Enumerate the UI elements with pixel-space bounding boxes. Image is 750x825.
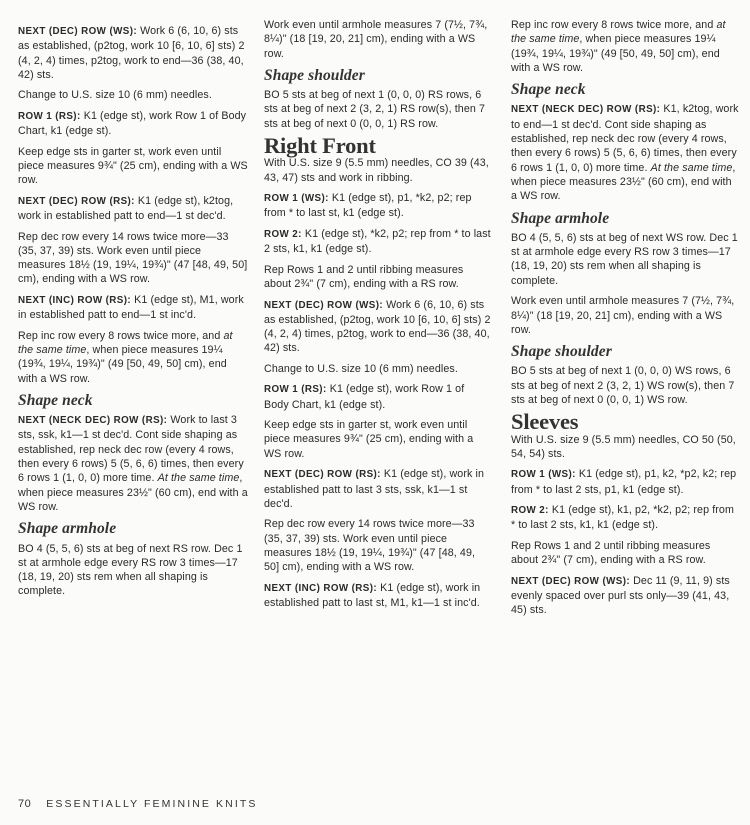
subsection-heading: Shape shoulder <box>264 66 365 84</box>
instruction-text: K1 (edge st), p1, k2, *p2, k2; rep from * to last 2 sts, p1, k1 (edge st). <box>511 468 737 496</box>
instruction-paragraph <box>264 227 492 257</box>
instruction-text: BO 5 sts at beg of next 1 (0, 0, 0) WS rows, 6 sts at beg of next 2 (3, 2, 1) WS row(s), then 7 sts at beg of next 0 (0, 0, 1) WS row. <box>511 365 735 407</box>
column-3 <box>511 18 739 624</box>
instruction-paragraph <box>264 156 492 185</box>
instruction-paragraph <box>18 230 248 287</box>
instruction-paragraph <box>511 467 739 497</box>
instruction-paragraph <box>264 88 492 131</box>
instruction-text: BO 4 (5, 5, 6) sts at beg of next WS row. Dec 1 st at armhole edge every RS row 3 times—17 (18, 19, 20) sts rem when all shaping is complete. <box>511 231 738 287</box>
instruction-paragraph <box>511 539 739 568</box>
instruction-text: Work 6 (6, 10, 6) sts as established, (p2tog, work 10 [6, 10, 6] sts) 2 (4, 2, 4) times, p2tog, work to end—36 (38, 40, 42) sts. <box>18 25 245 81</box>
instruction-text: Rep inc row every 8 rows twice more, and at the same time, when piece measures 19¼ (19¾, 19¼, 19¾)" (49 [50, 49, 50] cm), end with a WS row. <box>511 19 726 74</box>
instruction-paragraph <box>511 433 739 462</box>
instruction-text: Keep edge sts in garter st, work even until piece measures 9¾" (25 cm), ending with a WS row. <box>18 145 248 187</box>
instruction-text: Keep edge sts in garter st, work even until piece measures 9¾" (25 cm), ending with a WS row. <box>264 419 474 460</box>
row-label: ROW 1 (WS): <box>264 193 329 205</box>
instruction-paragraph <box>18 109 248 139</box>
row-label: NEXT (DEC) ROW (WS): <box>18 26 138 37</box>
instruction-paragraph <box>511 364 739 407</box>
instruction-paragraph <box>264 517 492 574</box>
instruction-paragraph <box>264 191 492 221</box>
row-label: NEXT (NECK DEC) ROW (RS): <box>511 104 661 116</box>
instruction-paragraph <box>511 574 739 618</box>
instruction-text: K1 (edge st), k1, p2, *k2, p2; rep from * to last 2 sts, k1, k1 (edge st). <box>511 504 734 532</box>
instruction-paragraph <box>264 382 492 412</box>
row-label: ROW 1 (RS): <box>264 384 327 396</box>
row-label: ROW 1 (RS): <box>18 110 81 122</box>
instruction-paragraph <box>511 102 739 203</box>
instruction-text: K1 (edge st), p1, *k2, p2; rep from * to last st, k1 (edge st). <box>264 192 472 220</box>
instruction-text: Work 6 (6, 10, 6) sts as established, (p2tog, work 10 [6, 10, 6] sts) 2 (4, 2, 4) times, p2tog, work to end—36 (38, 40, 42) sts. <box>264 298 491 355</box>
instruction-paragraph <box>511 503 739 533</box>
row-label: NEXT (DEC) ROW (RS): <box>264 469 381 481</box>
instruction-text: Rep Rows 1 and 2 until ribbing measures about 2¾" (7 cm), ending with a RS row. <box>264 263 464 291</box>
instruction-paragraph <box>511 294 739 337</box>
instruction-text: BO 5 sts at beg of next 1 (0, 0, 0) RS rows, 6 sts at beg of next 2 (3, 2, 1) RS row(s), then 7 sts at beg of next 0 (0, 0, 1) RS row. <box>264 89 486 130</box>
instruction-text: Rep inc row every 8 rows twice more, and at the same time, when piece measures 19¼ (19¾, 19¼, 19¾)" (49 [50, 49, 50] cm), end with a WS row. <box>18 329 233 385</box>
instruction-paragraph <box>264 581 492 611</box>
row-label: NEXT (INC) ROW (RS): <box>18 294 132 306</box>
subsection-heading: Shape neck <box>511 81 586 99</box>
instruction-text: K1 (edge st), work in established patt to last st, M1, k1—1 st inc'd. <box>264 581 481 609</box>
instruction-paragraph <box>18 542 248 599</box>
instruction-text: Rep dec row every 14 rows twice more—33 (35, 37, 39) sts. Work even until piece measures 18½ (19, 19¼, 19¾)" (47 [48, 49, 50] cm), ending with a WS row. <box>264 518 476 574</box>
instruction-paragraph <box>18 145 248 188</box>
row-label: ROW 2: <box>264 228 302 240</box>
row-label: NEXT (DEC) ROW (WS): <box>511 575 631 587</box>
subsection-heading: Shape armhole <box>18 520 117 538</box>
instruction-text: K1 (edge st), *k2, p2; rep from * to last 2 sts, k1, k1 (edge st). <box>264 227 491 256</box>
instruction-text: K1 (edge st), M1, work in established patt to end—1 st inc'd. <box>18 293 244 322</box>
instruction-text: K1, k2tog, work to end—1 st dec'd. Cont side shaping as established, rep neck dec row (every 4 rows, then every 6 rows) 5 (5, 6, 6) times, then every 6 rows 1 (1, 0, 0) more time. At the same time, when piece measures 23½" (60 cm), end with a WS row. <box>511 103 739 203</box>
instruction-text: With U.S. size 9 (5.5 mm) needles, CO 39 (43, 43, 47) sts and work in ribbing. <box>264 157 489 184</box>
section-heading: Sleeves <box>511 409 579 435</box>
instruction-text: K1 (edge st), work Row 1 of Body Chart, k1 (edge st). <box>18 109 247 138</box>
instruction-text: Rep dec row every 14 rows twice more—33 (35, 37, 39) sts. Work even until piece measures 18½ (19, 19¼, 19¾)" (47 [48, 49, 50] cm), ending with a WS row. <box>18 230 248 286</box>
page-footer <box>18 798 257 810</box>
column-2 <box>264 18 492 616</box>
subsection-heading: Shape armhole <box>511 209 610 227</box>
instruction-text: Work to last 3 sts, ssk, k1—1 st dec'd. Cont side shaping as established, rep neck dec row (every 4 rows, then every 6 rows) 5 (5, 6, 6) times, then every 6 rows 1 (1, 0, 0) more time. At the same time, when piece measures 23½" (60 cm), end with a WS row. <box>18 414 248 513</box>
row-label: NEXT (NECK DEC) ROW (RS): <box>18 415 168 427</box>
instruction-paragraph <box>511 231 739 288</box>
instruction-paragraph <box>264 362 492 376</box>
instruction-text: Work even until armhole measures 7 (7½, 7¾, 8¼)" (18 [19, 20, 21] cm), ending with a WS row. <box>264 19 488 60</box>
instruction-paragraph <box>18 88 248 102</box>
instruction-text: Dec 11 (9, 11, 9) sts evenly spaced over purl sts only—39 (41, 43, 45) sts. <box>511 574 730 617</box>
subsection-heading: Shape neck <box>18 391 93 409</box>
instruction-paragraph <box>18 194 248 224</box>
subsection-heading: Shape shoulder <box>511 343 612 361</box>
instruction-text: Change to U.S. size 10 (6 mm) needles. <box>18 89 212 102</box>
row-label: ROW 2: <box>511 505 549 517</box>
instruction-text: Rep Rows 1 and 2 until ribbing measures about 2¾" (7 cm), ending with a RS row. <box>511 539 711 567</box>
instruction-paragraph <box>264 18 492 61</box>
instruction-paragraph <box>18 329 248 386</box>
instruction-text: Change to U.S. size 10 (6 mm) needles. <box>264 362 458 375</box>
row-label: ROW 1 (WS): <box>511 469 576 481</box>
instruction-text: K1 (edge st), k2tog, work in established patt to end—1 st dec'd. <box>18 194 234 223</box>
instruction-paragraph <box>18 293 248 323</box>
row-label: NEXT (DEC) ROW (RS): <box>18 195 135 207</box>
instruction-paragraph <box>18 24 248 82</box>
instruction-paragraph <box>264 467 492 511</box>
instruction-text: K1 (edge st), work Row 1 of Body Chart, k1 (edge st). <box>264 383 465 411</box>
page-number: 70 <box>18 798 32 810</box>
book-title: ESSENTIALLY FEMININE KNITS <box>46 798 258 810</box>
instruction-text: BO 4 (5, 5, 6) sts at beg of next RS row. Dec 1 st at armhole edge every RS row 3 times—17 (18, 19, 20) sts rem when all shaping is complete. <box>18 542 243 598</box>
instruction-paragraph <box>264 263 492 292</box>
column-1 <box>18 24 248 605</box>
section-heading: Right Front <box>264 133 376 159</box>
instruction-paragraph <box>264 298 492 356</box>
instruction-paragraph <box>264 418 492 461</box>
instruction-text: Work even until armhole measures 7 (7½, 7¾, 8¼)" (18 [19, 20, 21] cm), ending with a WS row. <box>511 295 735 336</box>
row-label: NEXT (DEC) ROW (WS): <box>264 299 384 311</box>
instruction-text: With U.S. size 9 (5.5 mm) needles, CO 50 (50, 54, 54) sts. <box>511 433 736 460</box>
instruction-paragraph <box>511 18 739 75</box>
instruction-text: K1 (edge st), work in established patt to last 3 sts, ssk, k1—1 st dec'd. <box>264 468 485 510</box>
row-label: NEXT (INC) ROW (RS): <box>264 582 378 594</box>
instruction-paragraph <box>18 413 248 514</box>
